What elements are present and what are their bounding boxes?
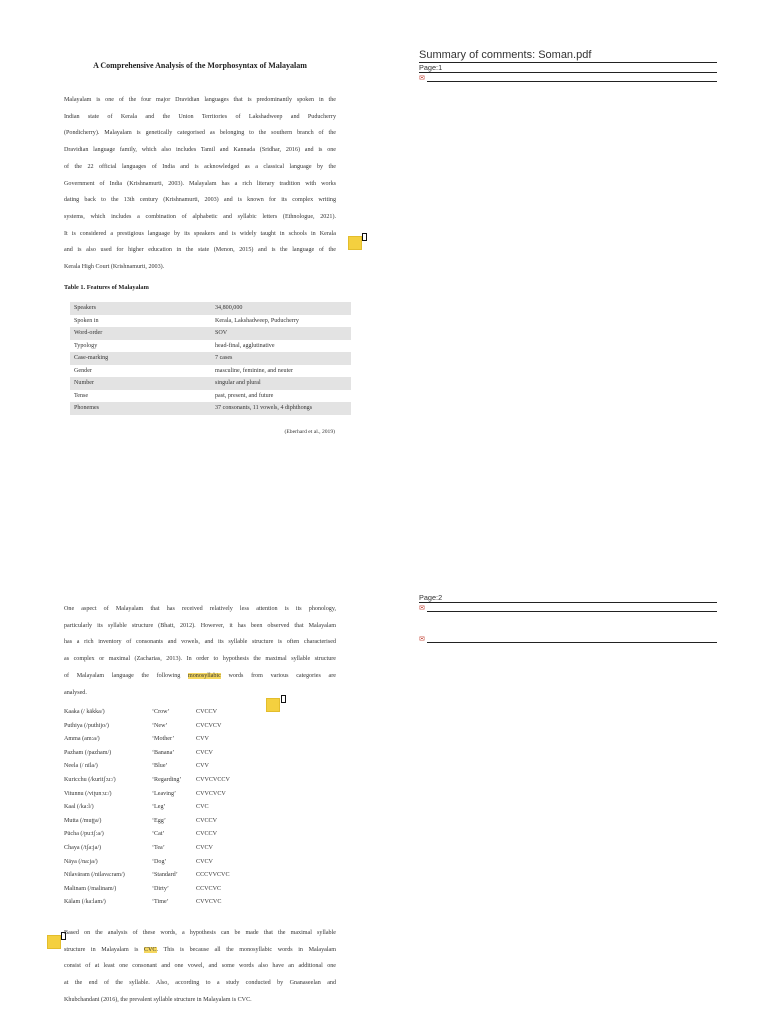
word-row: [64, 720, 256, 734]
feature-value: SOV: [211, 327, 351, 340]
sticky-note-icon[interactable]: [47, 935, 61, 949]
comment-icon[interactable]: ✉: [419, 74, 425, 82]
word-row: [64, 869, 256, 883]
text-line: Kerala High Court (Krishnamurti, 2003).: [64, 264, 165, 271]
text-line: has a rich inventory of consonants and vowels, and its syllable structure is often characterised: [64, 639, 336, 646]
table-source: (Eberhard et al., 2019): [284, 429, 335, 435]
intro-paragraph: [64, 92, 336, 276]
text-line: systems, which includes a combination of alphabetic and syllabic letters (Ethnologue, 2021).: [64, 213, 336, 220]
features-table: [70, 302, 351, 415]
text-line: Dravidian language family, which also includes Tamil and Kannada (Sridhar, 2016) and is one: [64, 147, 336, 154]
feature-value: 37 consonants, 11 vowels, 4 diphthongs: [211, 402, 351, 415]
text-line: Government of India (Krishnamurti, 2003). Malayalam has a rich literary tradition with works: [64, 180, 336, 187]
word-form: Nāya (/na:ja/): [64, 858, 98, 865]
word-gloss: ‘Leg’: [152, 804, 166, 811]
text-line: Based on the analysis of these words, a hypothesis can be made that the maximal syllable: [64, 930, 336, 936]
comment-bubble-icon[interactable]: [281, 695, 286, 703]
word-gloss: ‘Tea’: [152, 844, 165, 851]
highlighted-text[interactable]: monosyllabic: [187, 672, 221, 679]
feature-name: Case-marking: [70, 352, 211, 365]
word-form: Malinam (/malinam/): [64, 885, 117, 892]
text-line: [64, 942, 336, 959]
feature-value: masculine, feminine, and neuter: [215, 367, 294, 374]
text-line: It is considered a prestigious language by its speakers and is widely taught in schools in Kerala: [64, 230, 336, 237]
feature-name: Number: [70, 377, 211, 390]
table-row: [70, 352, 351, 365]
word-row: [64, 774, 256, 788]
comment-icon[interactable]: ✉: [419, 635, 425, 643]
word-gloss: ‘Standard’: [152, 872, 178, 879]
text-line: One aspect of Malayalam that has received relatively less attention is its phonology,: [64, 606, 336, 612]
table-caption: Table 1. Features of Malayalam: [64, 284, 149, 291]
table-row: [70, 302, 351, 315]
feature-value: 7 cases: [211, 352, 351, 365]
text-line: (Pondicherry). Malayalam is genetically categorised as belonging to the southern branch of the: [64, 130, 336, 137]
syllable-pattern: CVV: [196, 763, 209, 770]
sticky-note-icon[interactable]: [348, 236, 362, 250]
word-form: Vitunnu (/viʈunːu:/): [64, 790, 112, 797]
comment-underline: [427, 611, 717, 612]
word-form: Neela (/ nīla/): [64, 763, 98, 770]
conclusion-paragraph: [64, 925, 336, 1009]
syllable-pattern: CVV: [196, 736, 209, 743]
word-gloss: ‘Dog’: [152, 858, 167, 865]
table-row: [70, 327, 351, 340]
word-gloss: ‘Crow’: [152, 709, 170, 715]
word-gloss: ‘Dirty’: [152, 885, 169, 892]
word-form: Chaya (/tʃa:ja/): [64, 844, 102, 851]
summary-title: Summary of comments: Soman.pdf: [419, 49, 592, 61]
table-row: [70, 390, 351, 403]
text-line: consist of at least one consonant and one vowel, and some words also have an additional one: [64, 963, 336, 970]
word-gloss: ‘Egg’: [152, 817, 166, 824]
syllable-pattern: CVCV: [196, 749, 213, 756]
word-row: [64, 706, 256, 720]
feature-value: past, present, and future: [215, 392, 274, 399]
syllable-pattern: CVC: [196, 804, 209, 811]
syllable-pattern: CVCCV: [196, 817, 217, 824]
text-line: dating back to the 13th century (Krishnamurti, 2003) and is known for its complex writing: [64, 197, 336, 204]
feature-value: singular and plural: [211, 377, 351, 390]
page-2-label: Page:2: [419, 593, 443, 602]
word-gloss: ‘Leaving’: [152, 790, 177, 797]
feature-name: Phonemes: [70, 402, 211, 415]
document-title: A Comprehensive Analysis of the Morphosyntax of Malayalam: [93, 61, 307, 70]
divider: [419, 62, 717, 63]
word-form: Kuricchu (/kuritʃ:u:/): [64, 776, 116, 783]
word-row: [64, 856, 256, 870]
word-gloss: ‘New’: [152, 722, 168, 729]
comment-bubble-icon[interactable]: [362, 233, 367, 241]
word-form: Nilavāram (/nilava:ram/): [64, 872, 125, 879]
word-row: [64, 883, 256, 897]
word-form: Puthiya (/puthijo/): [64, 722, 109, 729]
word-form: Pazham (/pazham/): [64, 749, 112, 756]
word-gloss: ‘Time’: [152, 899, 169, 906]
highlighted-text[interactable]: CVC: [143, 946, 157, 953]
feature-name: Gender: [74, 367, 92, 374]
word-row: [64, 815, 256, 829]
syllable-pattern: CVVCVCCV: [196, 776, 230, 783]
page-1-label: Page:1: [419, 63, 443, 72]
word-row: [64, 733, 256, 747]
word-row: [64, 760, 256, 774]
text-line: at the end of the syllable. Also, according to a study conducted by Gnanaseelan and: [64, 980, 336, 987]
word-row: [64, 788, 256, 802]
word-row: [64, 896, 256, 910]
comment-underline: [427, 81, 717, 82]
text-fragment: structure in Malayalam is: [64, 946, 144, 953]
word-row: [64, 801, 256, 815]
text-line: analysed.: [64, 689, 87, 696]
syllable-pattern: CVCCV: [196, 709, 217, 715]
feature-name: Word-order: [70, 327, 211, 340]
word-list: [64, 706, 256, 910]
divider: [419, 72, 717, 73]
text-line: as complex or maximal (Zacharias, 2013). In order to hypothesis the maximal syllable structure: [64, 656, 336, 663]
feature-name: Tense: [74, 392, 89, 399]
word-gloss: ‘Mother’: [152, 736, 175, 743]
word-form: Kaaka (/ kākka/): [64, 709, 105, 715]
word-row: [64, 828, 256, 842]
syllable-pattern: CCCVVCVC: [196, 872, 230, 879]
syllable-pattern: CVCCV: [196, 831, 217, 838]
syllable-pattern: CCVCVC: [196, 885, 222, 892]
table-row: [70, 315, 351, 328]
divider: [419, 602, 717, 603]
word-gloss: ‘Regarding’: [152, 776, 182, 783]
word-form: Kālam (/ka:lam/): [64, 899, 106, 906]
word-gloss: ‘Blue’: [152, 763, 168, 770]
text-line: Malayalam is one of the four major Dravidian languages that is predominantly spoken in the: [64, 97, 336, 103]
feature-name: Spoken in: [74, 317, 99, 324]
table-row: [70, 377, 351, 390]
feature-name: Speakers: [70, 302, 211, 315]
word-form: Amma (am:a/): [64, 736, 100, 743]
text-fragment: words from various categories are: [220, 672, 336, 679]
syllable-pattern: CVVCVCV: [196, 790, 226, 797]
table-row: [70, 365, 351, 378]
feature-name: Typology: [74, 342, 98, 349]
word-row: [64, 747, 256, 761]
text-line: of the 22 official languages of India and is acknowledged as a classical language by the: [64, 163, 336, 170]
text-line: Indian state of Kerala and the Union Territories of Lakshadweep and Puducherry: [64, 113, 336, 120]
feature-value: head-final, agglutinative: [215, 342, 275, 349]
comment-icon[interactable]: ✉: [419, 604, 425, 612]
sticky-note-icon[interactable]: [266, 698, 280, 712]
syllable-pattern: CVVCVC: [196, 899, 222, 906]
feature-value: 34,800,000: [211, 302, 351, 315]
table-row: [70, 402, 351, 415]
word-form: Pūcha (/pu:tʃ:a/): [64, 831, 104, 838]
comment-underline: [427, 642, 717, 643]
feature-value: Kerala, Lakshadweep, Puducherry: [215, 317, 299, 324]
text-line: Khubchandani (2016), the prevalent syllable structure in Malayalam is CVC.: [64, 996, 252, 1003]
syllable-pattern: CVCVCV: [196, 722, 222, 729]
text-line: particularly its syllable structure (Bhatt, 2012). However, it has been observed that Malayalam: [64, 622, 336, 629]
table-row: [70, 340, 351, 353]
word-gloss: ‘Cat’: [152, 831, 165, 838]
syllable-pattern: CVCV: [196, 858, 213, 865]
text-fragment: of Malayalam language the following: [64, 672, 188, 679]
text-line: and is also used for higher education in the state (Menon, 2015) and is the language of the: [64, 247, 336, 254]
syllable-pattern: CVCV: [196, 844, 213, 851]
text-fragment: . This is because all the monosyllabic words in Malayalam: [156, 946, 336, 953]
text-line: [64, 668, 336, 685]
word-gloss: ‘Banana’: [152, 749, 175, 756]
word-form: Kaal (/ka:l/): [64, 804, 94, 811]
word-row: [64, 842, 256, 856]
phonology-paragraph: [64, 601, 336, 701]
word-form: Mutta (/muʈʈa/): [64, 817, 102, 824]
